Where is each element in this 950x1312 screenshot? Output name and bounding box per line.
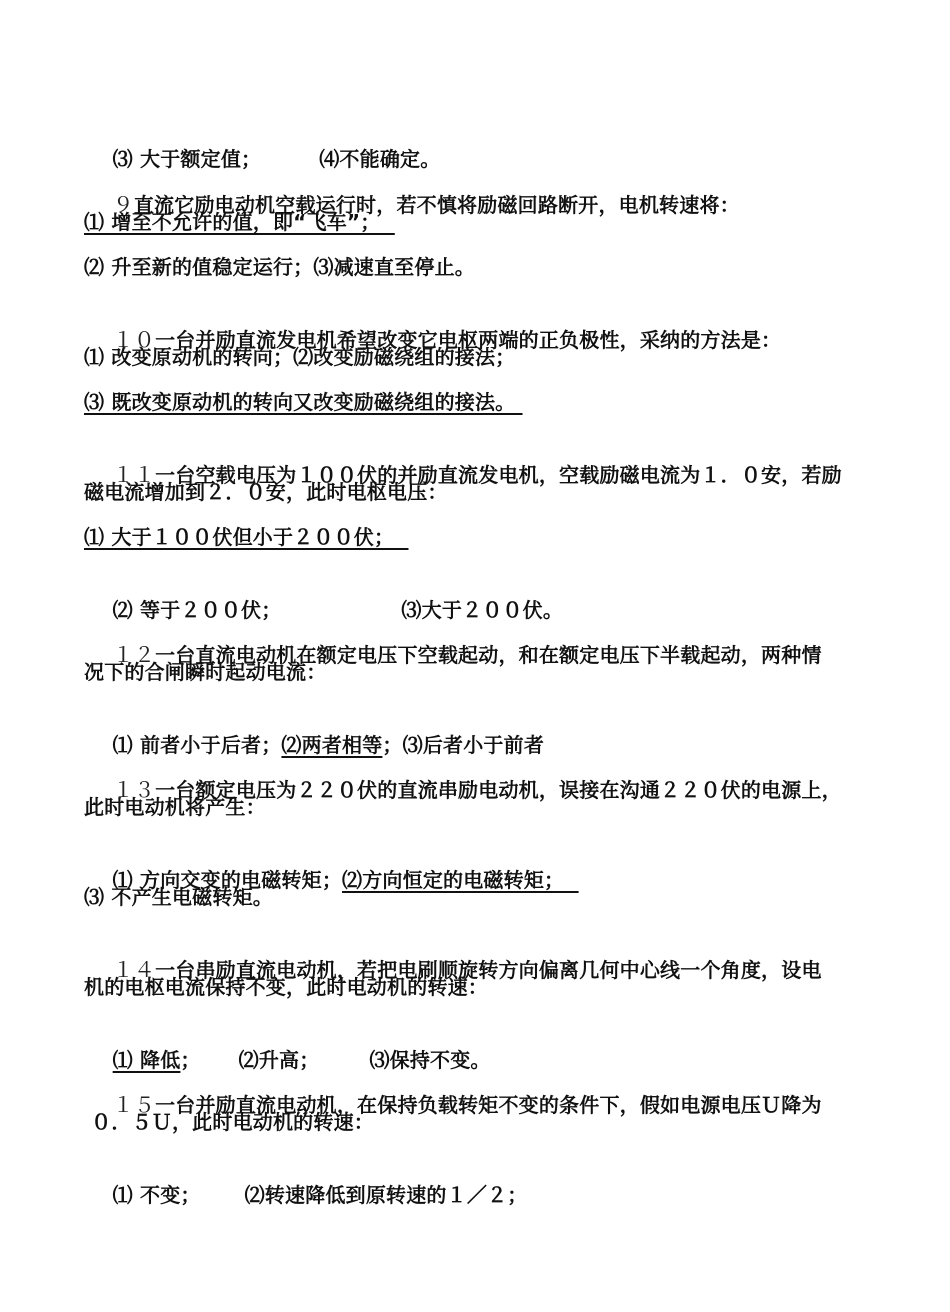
question-text: 一台并励直流发电机希望改变它电枢两端的正负极性，采纳的方法是：: [155, 328, 782, 352]
question-text: 一台串励直流电动机，若把电刷顺旋转方向偏离几何中心线一个角度，设电: [155, 958, 822, 982]
option-3: ；⑶后者小于前者: [382, 733, 545, 757]
question-number: １２: [112, 643, 156, 667]
answer-options: [84, 1153, 527, 1237]
answer-options: ⑶ 不产生电磁转矩。: [84, 885, 273, 909]
option-2-correct: ⑵两者相等: [281, 733, 383, 757]
answer-option-correct: ⑶ 既改变原动机的转向又改变励磁绕组的接法。: [84, 390, 523, 414]
question-text: 一台空载电压为１００伏的并励直流发电机，空载励磁电流为１．０安，若励: [155, 463, 842, 487]
question-number: １５: [112, 1093, 156, 1117]
option-3: ⑶大于２００伏。: [401, 598, 564, 622]
question-text-continued: 磁电流增加到２．０安，此时电枢电压：: [84, 480, 448, 504]
option-2: ⑵升高；: [238, 1048, 320, 1072]
question-text: 一台额定电压为２２０伏的直流串励电动机，误接在沟通２２０伏的电源上，: [155, 778, 842, 802]
question-number: ９: [112, 193, 134, 217]
option-1-correct: ⑴ 降低: [112, 1048, 181, 1072]
question-text: 一台直流电动机在额定电压下空载起动，和在额定电压下半载起动，两种情: [155, 643, 822, 667]
question-number: １１: [112, 463, 156, 487]
separator: ；: [180, 1048, 201, 1072]
option-1: ⑴ 方向交变的电磁转矩；: [112, 868, 343, 892]
question-text: 直流它励电动机空载运行时，若不慎将励磁回路断开，电机转速将：: [133, 193, 740, 217]
option-2: ⑵ 等于２００伏；: [112, 598, 282, 622]
option-2-correct: ⑵方向恒定的电磁转矩；: [342, 868, 579, 892]
question-text-continued: ０．５Ｕ，此时电动机的转速：: [84, 1110, 374, 1134]
question-text-continued: 况下的合闸瞬时起动电流：: [84, 660, 327, 684]
question-text-continued: 此时电动机将产生：: [84, 795, 266, 819]
question-text-continued: 机的电枢电流保持不变，此时电动机的转速：: [84, 975, 488, 999]
question-number: １３: [112, 778, 156, 802]
option-1: ⑴ 前者小于后者；: [112, 733, 282, 757]
answer-options: ⑵ 升至新的值稳定运行；⑶减速直至停止。: [84, 255, 475, 279]
question-number: １０: [112, 328, 156, 352]
option-3: ⑶保持不变。: [369, 1048, 491, 1072]
question-text: 一台并励直流电动机，在保持负载转矩不变的条件下，假如电源电压Ｕ降为: [155, 1093, 822, 1117]
option-2: ⑵转速降低到原转速的１／２；: [244, 1183, 528, 1207]
option-3: ⑶ 大于额定值；: [112, 147, 262, 171]
answer-option-correct: ⑴ 增至不允许的值，即“飞车”；: [84, 210, 395, 234]
answer-option-correct: ⑴ 大于１００伏但小于２００伏；: [84, 525, 409, 549]
option-4: ⑷不能确定。: [319, 147, 441, 171]
answer-options: ⑴ 改变原动机的转向；⑵改变励磁绕组的接法；: [84, 345, 516, 369]
question-number: １４: [112, 958, 156, 982]
option-1: ⑴ 不变；: [112, 1183, 201, 1207]
